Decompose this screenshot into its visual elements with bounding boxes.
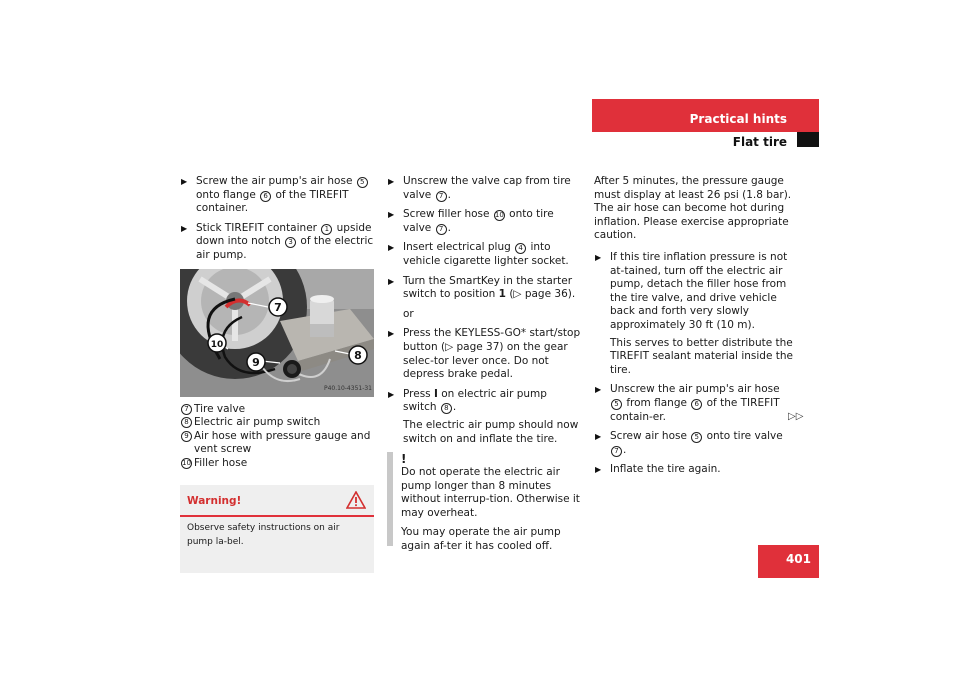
note-bar <box>387 452 393 546</box>
legend-item: 8 Electric air pump switch <box>180 416 376 430</box>
or-text: or <box>403 307 414 320</box>
page-number-box <box>758 545 819 578</box>
figure-code: P40.10-4351-31 <box>323 384 372 392</box>
legend-item: 10 Filler hose <box>182 456 248 469</box>
column-2 <box>387 175 583 560</box>
warning-triangle-icon <box>346 491 366 509</box>
tire-inflation-photo <box>180 269 374 397</box>
instruction-step: ▶ Stick TIREFIT container 1 upside down into notch 3 of the electric air pump. <box>180 222 376 263</box>
instruction-step: ▶ Turn the SmartKey in the starter switch to position 1 (▷ page 36). <box>387 275 583 302</box>
intro-text: After 5 minutes, the pressure gauge must display at least 26 psi (1.8 bar). The air hose can become hot during inflation. Please exercise appropriate caution. <box>594 175 792 242</box>
instruction-step: ▶ If this tire inflation pressure is not at-tained, turn off the electric air pump, detach the filler hose from the tire valve, and drive vehicle back and forth very slowly approximately 30 ft (10 m). <box>594 251 794 333</box>
continued-arrow-icon: ▷▷ <box>788 411 804 422</box>
svg-text:7: 7 <box>274 300 282 314</box>
subsection-title: Flat tire <box>732 135 787 149</box>
instruction-step: ▶ Unscrew the valve cap from tire valve 7 . <box>387 175 583 202</box>
instruction-step: ▶ Screw filler hose 10 onto tire valve 7 . <box>387 208 583 235</box>
header-banner <box>592 99 819 132</box>
section-title: Practical hints <box>689 112 787 126</box>
note-exclamation-icon: ! <box>401 452 407 467</box>
figure-callout <box>269 298 287 316</box>
instruction-step: ▶ Screw the air pump's air hose 5 onto flange 6 of the TIREFIT container. <box>180 175 376 216</box>
column-3 <box>594 175 794 483</box>
instruction-step: ▶ Press I on electric air pump switch 8 . <box>387 388 583 415</box>
legend-item: 9 Air hose with pressure gauge and vent screw <box>180 430 376 457</box>
svg-text:9: 9 <box>252 355 260 369</box>
figure-callout <box>349 346 367 364</box>
caution-note <box>387 452 583 554</box>
instruction-step: ▶ Press the KEYLESS-GO* start/stop button (▷ page 37) on the gear selec-tor lever once. Do not depress brake pedal. <box>387 327 583 381</box>
warning-divider <box>180 515 374 517</box>
page-number: 401 <box>785 552 811 566</box>
figure-callout <box>247 353 265 371</box>
note-text: Do not operate the electric air pump longer than 8 minutes without interrup-tion. Otherwise it may overheat. <box>401 466 580 519</box>
note-text: You may operate the air pump again af-ter it has cooled off. <box>401 526 561 553</box>
figure-legend <box>180 403 376 471</box>
instruction-step: ▶ Unscrew the air pump's air hose 5 from flange 6 of the TIREFIT contain-er. <box>594 383 794 424</box>
warning-text: Observe safety instructions on air pump la-bel. <box>187 522 340 547</box>
instruction-step: ▶ Inflate the tire again. <box>594 463 794 477</box>
warning-box <box>180 485 374 573</box>
instruction-step: ▶ Screw air hose 5 onto tire valve 7 . <box>594 430 794 457</box>
step-note: The electric air pump should now switch on and inflate the tire. <box>403 418 579 445</box>
warning-title: Warning! <box>187 494 242 507</box>
photo-illustration <box>180 269 374 397</box>
instruction-step: ▶ Insert electrical plug 4 into vehicle cigarette lighter socket. <box>387 241 583 268</box>
step-note: This serves to better distribute the TIREFIT sealant material inside the tire. <box>610 336 793 376</box>
figure-callout <box>208 334 226 352</box>
header-marker <box>797 132 819 147</box>
svg-text:8: 8 <box>354 348 362 362</box>
column-1 <box>180 175 376 573</box>
legend-item: 7 Tire valve <box>180 403 376 417</box>
svg-text:10: 10 <box>210 339 224 350</box>
